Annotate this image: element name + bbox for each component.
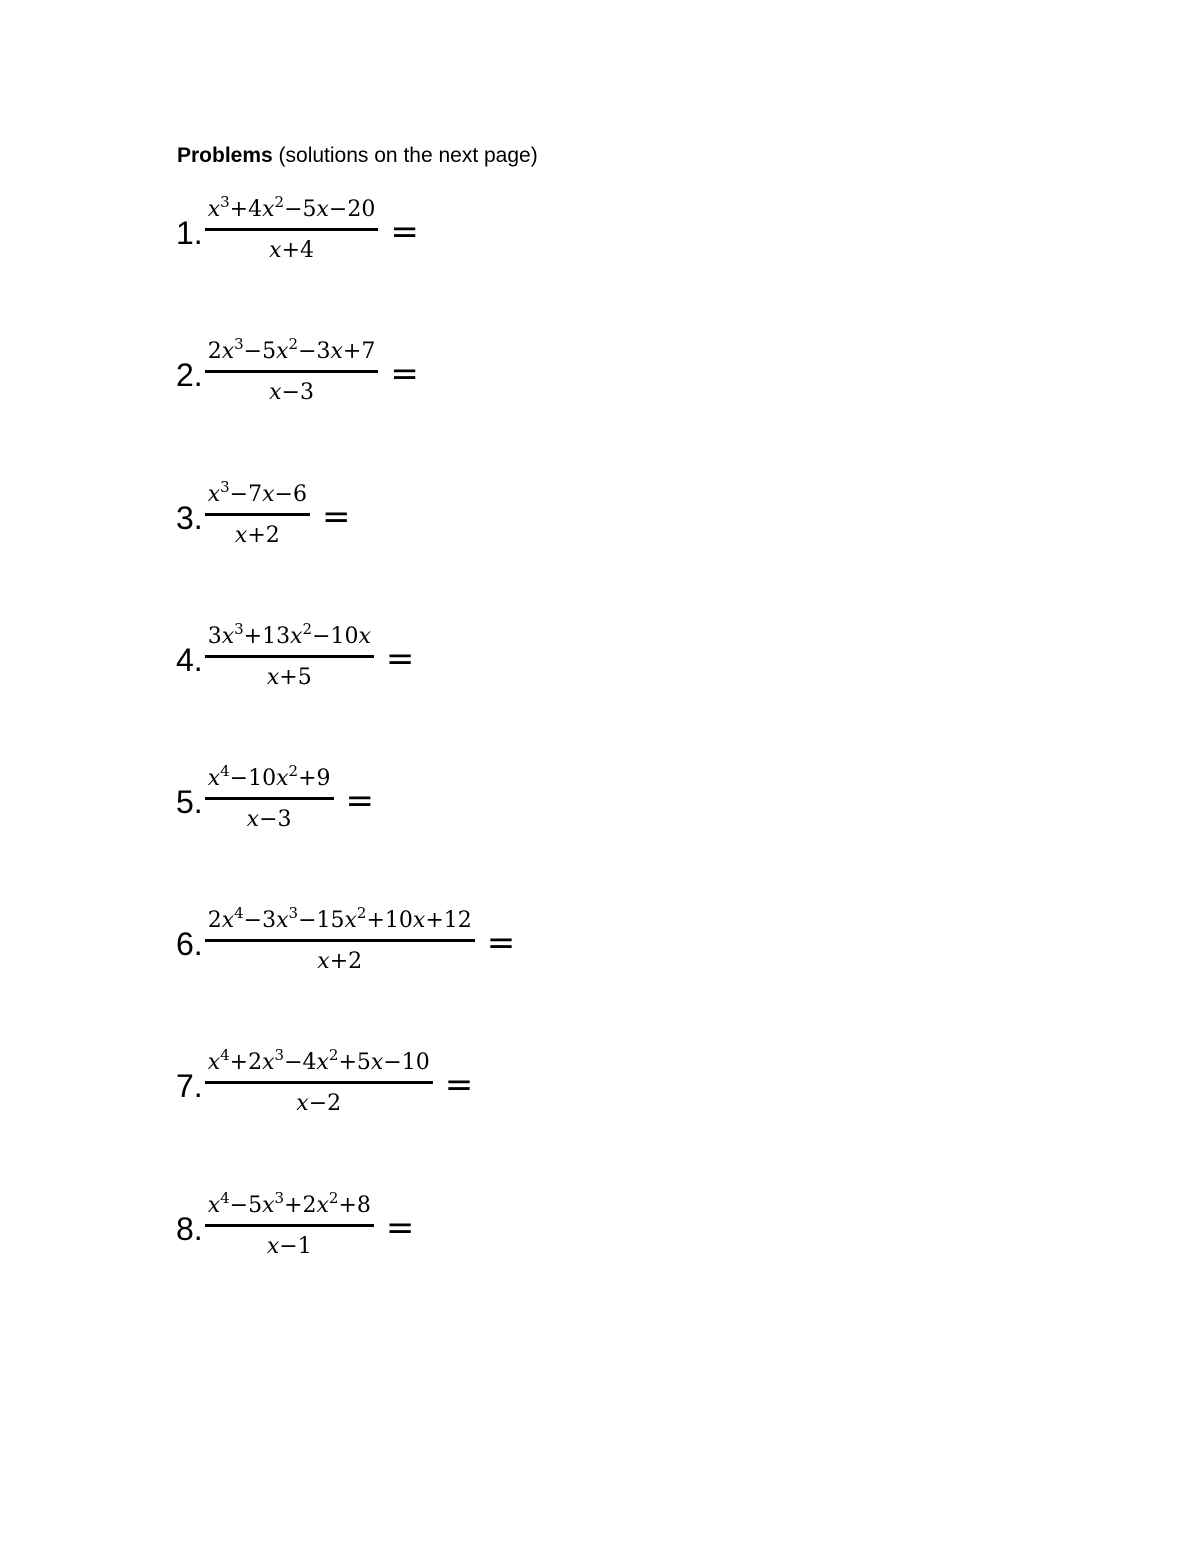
denominator	[266, 231, 317, 265]
variable: x	[412, 908, 426, 933]
exponent: 4	[234, 904, 244, 922]
variable: x	[234, 523, 248, 548]
fraction	[205, 193, 379, 265]
variable: x	[290, 624, 303, 649]
exponent: 2	[328, 1046, 339, 1064]
term-text: +2	[284, 1193, 317, 1218]
term-text: −7	[229, 482, 263, 507]
exponent: 3	[288, 904, 299, 922]
fraction	[205, 335, 379, 407]
variable: x	[262, 482, 275, 507]
term-text: 2	[207, 908, 222, 933]
variable: x	[207, 1193, 221, 1218]
term-text: −20	[328, 197, 376, 222]
denominator	[264, 1227, 315, 1261]
exponent: 3	[274, 1189, 285, 1207]
denominator	[244, 800, 295, 834]
variable: x	[330, 339, 343, 364]
term-text: +9	[298, 766, 331, 791]
variable: x	[269, 380, 282, 405]
term-text: +10	[366, 908, 413, 933]
problems-heading	[177, 143, 538, 169]
fraction	[205, 904, 475, 976]
exponent: 3	[220, 478, 230, 496]
term-text: 3	[207, 624, 222, 649]
exponent: 4	[220, 762, 230, 780]
variable: x	[269, 238, 282, 263]
variable: x	[262, 197, 275, 222]
variable: x	[316, 1050, 329, 1075]
term-text: −10	[383, 1050, 430, 1075]
exponent: 3	[234, 620, 244, 638]
problem-number: 3.	[176, 499, 203, 536]
variable: x	[207, 197, 221, 222]
problem-3	[176, 478, 351, 550]
equals-sign: =	[390, 211, 419, 252]
variable: x	[358, 624, 371, 649]
variable: x	[344, 908, 357, 933]
denominator	[264, 658, 315, 692]
problem-number: 8.	[176, 1210, 203, 1247]
problem-6	[176, 904, 516, 976]
denominator	[314, 942, 365, 976]
term-text: −4	[284, 1050, 317, 1075]
term-text: +4	[229, 197, 263, 222]
problem-4	[176, 620, 415, 692]
equals-sign: =	[486, 922, 516, 963]
variable: x	[316, 197, 329, 222]
problem-number: 7.	[176, 1067, 203, 1104]
term-text: +4	[281, 238, 314, 263]
heading-subtitle: (solutions on the next page)	[272, 144, 538, 167]
term-text: −5	[243, 339, 277, 364]
fraction	[205, 762, 334, 834]
term-text: −1	[279, 1234, 312, 1259]
variable: x	[296, 1091, 309, 1116]
numerator	[205, 193, 379, 228]
numerator	[205, 904, 475, 939]
exponent: 2	[288, 762, 299, 780]
exponent: 3	[234, 335, 244, 353]
term-text: −6	[274, 482, 307, 507]
term-text: −3	[243, 908, 277, 933]
variable: x	[262, 1050, 275, 1075]
equals-sign: =	[390, 353, 419, 394]
variable: x	[262, 1193, 275, 1218]
problem-7	[176, 1046, 474, 1118]
equals-sign: =	[321, 496, 351, 537]
term-text: +5	[338, 1050, 371, 1075]
exponent: 3	[220, 193, 230, 211]
heading-title: Problems	[177, 144, 273, 167]
term-text: −3	[298, 339, 331, 364]
exponent: 2	[274, 193, 285, 211]
problem-5	[176, 762, 374, 834]
numerator	[205, 620, 374, 655]
variable: x	[266, 665, 280, 690]
term-text: 2	[207, 339, 222, 364]
term-text: −10	[229, 766, 277, 791]
variable: x	[276, 766, 289, 791]
exponent: 4	[220, 1046, 230, 1064]
variable: x	[221, 624, 235, 649]
term-text: −3	[259, 807, 292, 832]
problem-8	[176, 1189, 415, 1261]
denominator	[232, 516, 283, 550]
variable: x	[207, 766, 221, 791]
variable: x	[276, 339, 289, 364]
term-text: +2	[329, 949, 363, 974]
exponent: 4	[220, 1189, 230, 1207]
variable: x	[276, 908, 289, 933]
variable: x	[207, 482, 221, 507]
variable: x	[221, 908, 235, 933]
term-text: +8	[338, 1193, 371, 1218]
variable: x	[266, 1234, 280, 1259]
numerator	[205, 478, 310, 513]
term-text: +2	[229, 1050, 263, 1075]
exponent: 2	[288, 335, 299, 353]
variable: x	[246, 807, 260, 832]
fraction	[205, 478, 310, 550]
variable: x	[370, 1050, 384, 1075]
exponent: 2	[328, 1189, 339, 1207]
equals-sign: =	[385, 1207, 415, 1248]
equals-sign: =	[385, 638, 415, 679]
exponent: 2	[302, 620, 313, 638]
numerator	[205, 1046, 433, 1081]
term-text: −10	[312, 624, 359, 649]
problem-number: 5.	[176, 783, 203, 820]
problem-number: 1.	[176, 214, 203, 251]
term-text: −2	[308, 1091, 342, 1116]
term-text: +2	[247, 523, 280, 548]
numerator	[205, 1189, 374, 1224]
denominator	[266, 373, 317, 407]
variable: x	[317, 949, 330, 974]
equals-sign: =	[345, 780, 374, 821]
term-text: −3	[281, 380, 314, 405]
term-text: −5	[284, 197, 317, 222]
equals-sign: =	[444, 1064, 474, 1105]
variable: x	[221, 339, 235, 364]
problem-2	[176, 335, 419, 407]
exponent: 3	[274, 1046, 285, 1064]
term-text: −15	[298, 908, 345, 933]
denominator	[293, 1084, 344, 1118]
problem-number: 2.	[176, 356, 203, 393]
term-text: +5	[279, 665, 312, 690]
problem-1	[176, 193, 419, 265]
term-text: −5	[229, 1193, 263, 1218]
problem-number: 6.	[176, 925, 203, 962]
fraction	[205, 1046, 433, 1118]
numerator	[205, 762, 334, 797]
fraction	[205, 1189, 374, 1261]
variable: x	[316, 1193, 329, 1218]
exponent: 2	[356, 904, 367, 922]
fraction	[205, 620, 374, 692]
term-text: +7	[342, 339, 376, 364]
variable: x	[207, 1050, 221, 1075]
term-text: +12	[425, 908, 472, 933]
numerator	[205, 335, 379, 370]
term-text: +13	[243, 624, 291, 649]
problem-number: 4.	[176, 641, 203, 678]
